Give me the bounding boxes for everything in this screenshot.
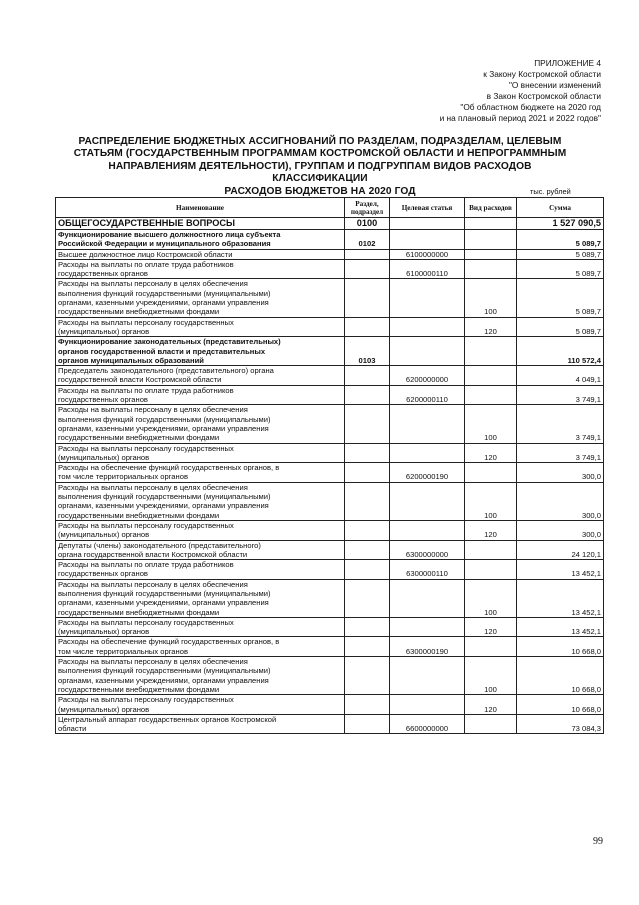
row-name-line: ОБЩЕГОСУДАРСТВЕННЫЕ ВОПРОСЫ [58, 218, 235, 228]
row-name-line: государственных органов [58, 269, 148, 279]
row-name [56, 218, 345, 230]
row-name-line: (муниципальных) органов [58, 326, 150, 336]
row-article: 6300000000 [390, 540, 465, 560]
row-section [345, 579, 390, 617]
table-row [56, 366, 604, 386]
appendix-line: ПРИЛОЖЕНИЕ 4 [534, 58, 601, 68]
row-article [390, 617, 465, 637]
column-header-article: Целевая статья [390, 198, 465, 218]
row-name-line: Расходы на обеспечение функций государственных органов, в [58, 463, 280, 473]
row-expense [465, 714, 517, 734]
row-name-line: государственными внебюджетными фондами [58, 433, 220, 443]
row-name-line: органами, казенными учреждениями, органами управления [58, 298, 269, 308]
row-name [56, 385, 345, 405]
row-name [56, 259, 345, 279]
row-expense [465, 259, 517, 279]
row-article: 6200000190 [390, 463, 465, 483]
row-article: 6200000110 [390, 385, 465, 405]
row-sum: 110 572,4 [517, 337, 604, 366]
row-name-line: органов муниципальных образований [58, 355, 204, 365]
row-name-line: выполнения функций государственными (муниципальными) [58, 588, 271, 598]
row-name [56, 714, 345, 734]
row-article [390, 279, 465, 317]
row-name-line: Функционирование высшего должностного лица субъекта [58, 230, 281, 239]
appendix-line: "Об областном бюджете на 2020 год [460, 102, 601, 112]
row-section [345, 443, 390, 463]
table-row [56, 617, 604, 637]
row-expense [465, 218, 517, 230]
table-row [56, 317, 604, 337]
row-section [345, 249, 390, 259]
row-article [390, 218, 465, 230]
row-sum: 300,0 [517, 463, 604, 483]
row-name [56, 463, 345, 483]
row-expense [465, 637, 517, 657]
row-expense: 100 [465, 405, 517, 443]
row-article [390, 657, 465, 695]
row-name-line: органами, казенными учреждениями, органами управления [58, 423, 269, 433]
row-name [56, 695, 345, 715]
row-expense [465, 337, 517, 366]
row-section: 0100 [345, 218, 390, 230]
row-sum: 13 452,1 [517, 617, 604, 637]
row-article [390, 579, 465, 617]
table-row [56, 443, 604, 463]
row-name [56, 540, 345, 560]
row-article: 6600000000 [390, 714, 465, 734]
row-section [345, 520, 390, 540]
row-article [390, 317, 465, 337]
row-expense: 100 [465, 657, 517, 695]
row-sum: 300,0 [517, 520, 604, 540]
row-expense: 100 [465, 279, 517, 317]
row-name-line: государственными внебюджетными фондами [58, 307, 220, 317]
row-name-line: том числе территориальных органов [58, 646, 188, 656]
row-name-line: органов государственной власти и представительных [58, 346, 266, 356]
column-header-name: Наименование [56, 198, 345, 218]
row-name-line: выполнения функций государственными (муниципальными) [58, 666, 271, 676]
row-section [345, 482, 390, 520]
row-name-line: Российской Федерации и муниципального образования [58, 239, 271, 249]
row-sum: 3 749,1 [517, 443, 604, 463]
row-article [390, 695, 465, 715]
row-name [56, 482, 345, 520]
title-line: РАСХОДОВ БЮДЖЕТОВ НА 2020 ГОД [224, 185, 416, 197]
page-number: 99 [593, 836, 603, 847]
row-expense: 120 [465, 695, 517, 715]
row-expense [465, 463, 517, 483]
row-name-line: (муниципальных) органов [58, 704, 150, 714]
row-sum: 3 749,1 [517, 405, 604, 443]
table-row [56, 540, 604, 560]
table-row [56, 463, 604, 483]
row-article: 6100000110 [390, 259, 465, 279]
row-expense [465, 366, 517, 386]
row-name-line: Расходы на выплаты по оплате труда работников [58, 259, 234, 269]
row-expense [465, 230, 517, 250]
row-name-line: Функционирование законодательных (представительных) [58, 337, 281, 347]
row-expense [465, 560, 517, 580]
row-name-line: том числе территориальных органов [58, 472, 188, 482]
row-name [56, 317, 345, 337]
row-name-line: Расходы на выплаты персоналу государственных [58, 317, 234, 327]
row-name-line: Расходы на выплаты персоналу государственных [58, 443, 234, 453]
row-name [56, 279, 345, 317]
row-section [345, 463, 390, 483]
table-row [56, 230, 604, 250]
row-name-line: Расходы на выплаты по оплате труда работников [58, 560, 234, 570]
row-article: 6100000000 [390, 249, 465, 259]
row-article: 6300000190 [390, 637, 465, 657]
row-name-line: Расходы на обеспечение функций государственных органов, в [58, 637, 280, 647]
row-name [56, 443, 345, 463]
row-article: 6300000110 [390, 560, 465, 580]
row-sum: 5 089,7 [517, 259, 604, 279]
row-name-line: государственными внебюджетными фондами [58, 510, 220, 520]
appendix-line: "О внесении изменений [508, 80, 601, 90]
table-row [56, 405, 604, 443]
row-sum: 4 049,1 [517, 366, 604, 386]
row-article: 6200000000 [390, 366, 465, 386]
row-name-line: органами, казенными учреждениями, органами управления [58, 598, 269, 608]
row-name-line: Депутаты (члены) законодательного (представительного) [58, 540, 261, 550]
table-row [56, 714, 604, 734]
table-row [56, 482, 604, 520]
row-name [56, 579, 345, 617]
table-row [56, 520, 604, 540]
row-name-line: (муниципальных) органов [58, 452, 150, 462]
row-sum: 10 668,0 [517, 657, 604, 695]
row-name-line: области [58, 724, 87, 734]
row-name-line: Расходы на выплаты по оплате труда работников [58, 385, 234, 395]
title-line: РАСПРЕДЕЛЕНИЕ БЮДЖЕТНЫХ АССИГНОВАНИЙ ПО РАЗДЕЛАМ, ПОДРАЗДЕЛАМ, ЦЕЛЕВЫМ [78, 136, 562, 147]
table-body [56, 218, 604, 734]
row-name [56, 617, 345, 637]
appendix-header [341, 58, 601, 124]
row-name-line: Расходы на выплаты персоналу государственных [58, 520, 234, 530]
table-row [56, 259, 604, 279]
row-name-line: органа государственной власти Костромской области [58, 549, 248, 559]
row-name-line: Высшее должностное лицо Костромской области [58, 249, 233, 259]
appendix-line: и на плановый период 2021 и 2022 годов" [439, 113, 601, 123]
row-name-line: государственной власти Костромской области [58, 375, 222, 385]
row-article [390, 405, 465, 443]
row-name-line: (муниципальных) органов [58, 627, 150, 637]
appendix-line: в Закон Костромской области [486, 91, 601, 101]
row-name-line: Расходы на выплаты персоналу в целях обеспечения [58, 279, 248, 289]
units-label: тыс. рублей [530, 187, 571, 196]
row-sum: 10 668,0 [517, 637, 604, 657]
row-sum: 1 527 090,5 [517, 218, 604, 230]
row-name [56, 560, 345, 580]
row-sum: 10 668,0 [517, 695, 604, 715]
table-row [56, 249, 604, 259]
row-name [56, 366, 345, 386]
table-row [56, 385, 604, 405]
row-name-line: Расходы на выплаты персоналу в целях обеспечения [58, 405, 248, 415]
column-header-sum: Сумма [517, 198, 604, 218]
row-section [345, 405, 390, 443]
column-header-section: Раздел, подраздел [345, 198, 390, 218]
row-article [390, 230, 465, 250]
row-expense: 120 [465, 443, 517, 463]
row-sum: 3 749,1 [517, 385, 604, 405]
title-line: СТАТЬЯМ (ГОСУДАРСТВЕННЫМ ПРОГРАММАМ КОСТРОМСКОЙ ОБЛАСТИ И НЕПРОГРАММНЫМ [73, 148, 567, 160]
row-expense: 120 [465, 520, 517, 540]
appendix-line: к Закону Костромской области [483, 69, 601, 79]
row-name-line: Расходы на выплаты персоналу государственных [58, 695, 234, 705]
row-name-line: выполнения функций государственными (муниципальными) [58, 492, 271, 502]
table-row [56, 657, 604, 695]
row-name-line: Расходы на выплаты персоналу в целях обеспечения [58, 579, 248, 589]
table-row [56, 637, 604, 657]
row-section: 0103 [345, 337, 390, 366]
table-row [56, 218, 604, 230]
row-sum: 300,0 [517, 482, 604, 520]
row-section [345, 637, 390, 657]
row-name-line: органами, казенными учреждениями, органами управления [58, 675, 269, 685]
row-section [345, 714, 390, 734]
table-row [56, 560, 604, 580]
row-name [56, 637, 345, 657]
row-section [345, 657, 390, 695]
row-sum: 5 089,7 [517, 317, 604, 337]
row-name [56, 520, 345, 540]
table-header-row [56, 198, 604, 218]
row-article [390, 337, 465, 366]
row-name-line: Расходы на выплаты персоналу в целях обеспечения [58, 657, 248, 667]
row-name-line: Расходы на выплаты персоналу в целях обеспечения [58, 482, 248, 492]
budget-table [55, 197, 604, 734]
row-section [345, 259, 390, 279]
title-line: НАПРАВЛЕНИЯМ ДЕЯТЕЛЬНОСТИ), ГРУППАМ И ПОДГРУППАМ ВИДОВ РАСХОДОВ КЛАССИФИКАЦИИ [108, 160, 532, 185]
column-header-expense: Вид расходов [465, 198, 517, 218]
row-article [390, 520, 465, 540]
row-expense: 100 [465, 482, 517, 520]
row-section [345, 317, 390, 337]
row-section [345, 560, 390, 580]
document-title [60, 136, 580, 198]
row-name-line: государственными внебюджетными фондами [58, 684, 220, 694]
row-name [56, 337, 345, 366]
row-sum: 24 120,1 [517, 540, 604, 560]
row-name-line: выполнения функций государственными (муниципальными) [58, 288, 271, 298]
row-name [56, 405, 345, 443]
row-name-line: (муниципальных) органов [58, 530, 150, 540]
row-sum: 13 452,1 [517, 579, 604, 617]
row-name-line: государственными внебюджетными фондами [58, 607, 220, 617]
row-expense: 100 [465, 579, 517, 617]
row-name [56, 249, 345, 259]
row-sum: 5 089,7 [517, 230, 604, 250]
row-sum: 5 089,7 [517, 249, 604, 259]
row-section [345, 617, 390, 637]
row-expense [465, 540, 517, 560]
row-expense [465, 249, 517, 259]
row-section [345, 279, 390, 317]
table-row [56, 279, 604, 317]
table-row [56, 579, 604, 617]
row-name [56, 230, 345, 250]
row-section [345, 385, 390, 405]
row-section [345, 540, 390, 560]
row-section [345, 366, 390, 386]
row-sum: 13 452,1 [517, 560, 604, 580]
table-row [56, 337, 604, 366]
row-sum: 73 084,3 [517, 714, 604, 734]
row-section [345, 695, 390, 715]
row-article [390, 443, 465, 463]
row-expense: 120 [465, 317, 517, 337]
row-name-line: Центральный аппарат государственных органов Костромской [58, 714, 277, 724]
row-expense [465, 385, 517, 405]
row-name-line: Председатель законодательного (представительного) органа [58, 366, 274, 376]
table-row [56, 695, 604, 715]
row-expense: 120 [465, 617, 517, 637]
row-name-line: государственных органов [58, 395, 148, 405]
row-article [390, 482, 465, 520]
row-name [56, 657, 345, 695]
row-name-line: государственных органов [58, 569, 148, 579]
row-section: 0102 [345, 230, 390, 250]
row-name-line: выполнения функций государственными (муниципальными) [58, 414, 271, 424]
row-name-line: Расходы на выплаты персоналу государственных [58, 617, 234, 627]
row-sum: 5 089,7 [517, 279, 604, 317]
row-name-line: органами, казенными учреждениями, органами управления [58, 501, 269, 511]
